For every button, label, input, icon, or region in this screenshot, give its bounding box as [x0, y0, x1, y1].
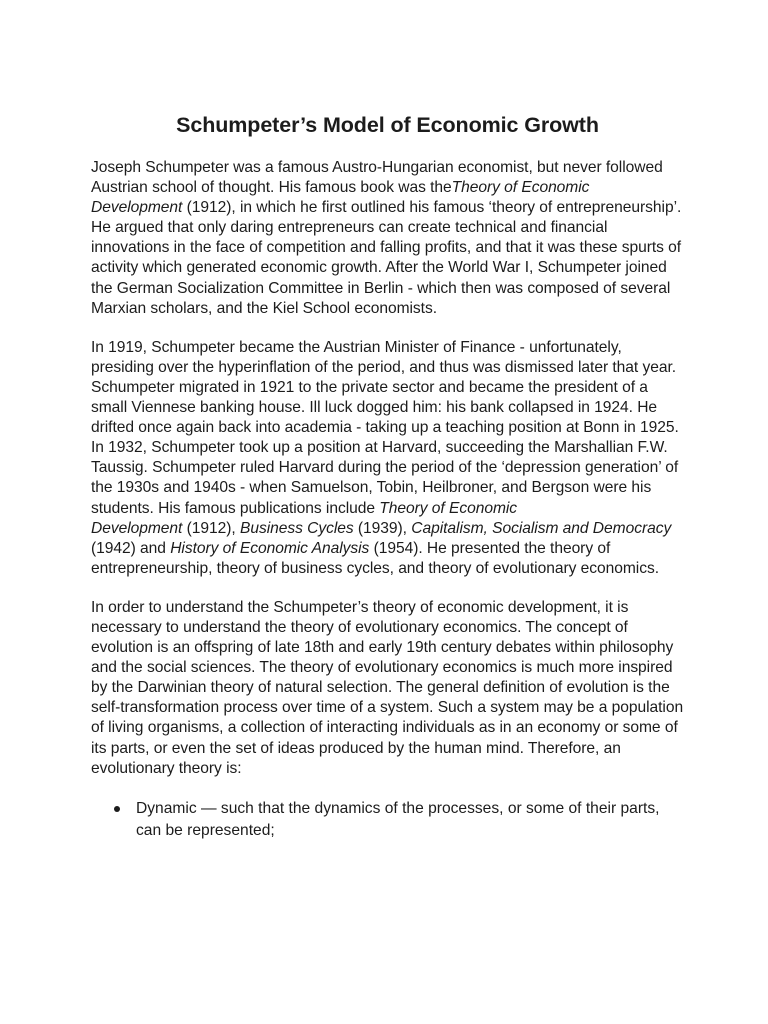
text-run: In 1919, Schumpeter became the Austrian Minister of Finance - unfortunately, presiding over the hyperinflation of the period, and thus was dismissed later that year. Schumpeter migrated in 1921 to the private sector and became the president of a small Viennese banking house. Ill luck dogged him: his bank collapsed in 1924. He drifted once again back into academia - taking up a teaching position at Bonn in 1925. In 1932, Schumpeter took up a position at Harvard, succeeding the Marshallian F.W. Taussig. Schumpeter ruled Harvard during the period of the ‘depression generation’ of the 1930s and 1940s - when Samuelson, Tobin, Heilbroner, and Bergson were his students. His famous publications include [91, 338, 679, 517]
italic-title: History of Economic Analysis [170, 539, 370, 557]
body-paragraph [91, 158, 684, 319]
italic-title: Theory of Economic Development [91, 179, 590, 217]
italic-title: Theory of Economic [379, 499, 518, 517]
bullet-text: Dynamic — such that the dynamics of the processes, or some of their parts, can be represented; [136, 799, 660, 839]
text-run: (1942) and [91, 539, 171, 557]
bullet-dot-icon [114, 806, 120, 812]
bullet-list [91, 798, 684, 842]
text-run: (1912), in which he first outlined his famous ‘theory of entrepreneurship’. He argued that only daring entrepreneurs can create technical and financial innovations in the face of competition and falling profits, and that it was these spurts of activity which generated economic growth. After the World War I, Schumpeter joined the German Socialization Committee in Berlin - which then was composed of several Marxian scholars, and the Kiel School economists. [91, 199, 682, 317]
body-paragraph [91, 598, 684, 779]
italic-title: Business Cycles [239, 519, 354, 537]
text-run: (1954). He presented the theory of entrepreneurship, theory of business cycles, and theory of evolutionary economics. [91, 539, 659, 577]
page-title: Schumpeter’s Model of Economic Growth [176, 113, 599, 137]
text-run: In order to understand the Schumpeter’s theory of economic development, it is necessary to understand the theory of evolutionary economics. The concept of evolution is an offspring of late 18th and early 19th century debates within philosophy and the social sciences. The theory of evolutionary economics is much more inspired by the Darwinian theory of natural selection. The general definition of evolution is the self-transformation process over time of a system. Such a system may be a population of living organisms, a collection of interacting individuals as in an economy or some of its parts, or even the set of ideas produced by the human mind. Therefore, an evolutionary theory is: [91, 598, 684, 777]
text-run: (1939), [353, 519, 412, 537]
italic-title: Capitalism, Socialism and Democracy [411, 519, 672, 537]
text-run: (1912), [182, 519, 240, 537]
italic-title: Development [91, 519, 183, 537]
body-paragraph [91, 338, 684, 579]
body-text [91, 158, 684, 779]
text-run: Joseph Schumpeter was a famous Austro-Hungarian economist, but never followed Austrian school of thought. His famous book was the [91, 159, 663, 197]
bullet-item [111, 798, 684, 842]
